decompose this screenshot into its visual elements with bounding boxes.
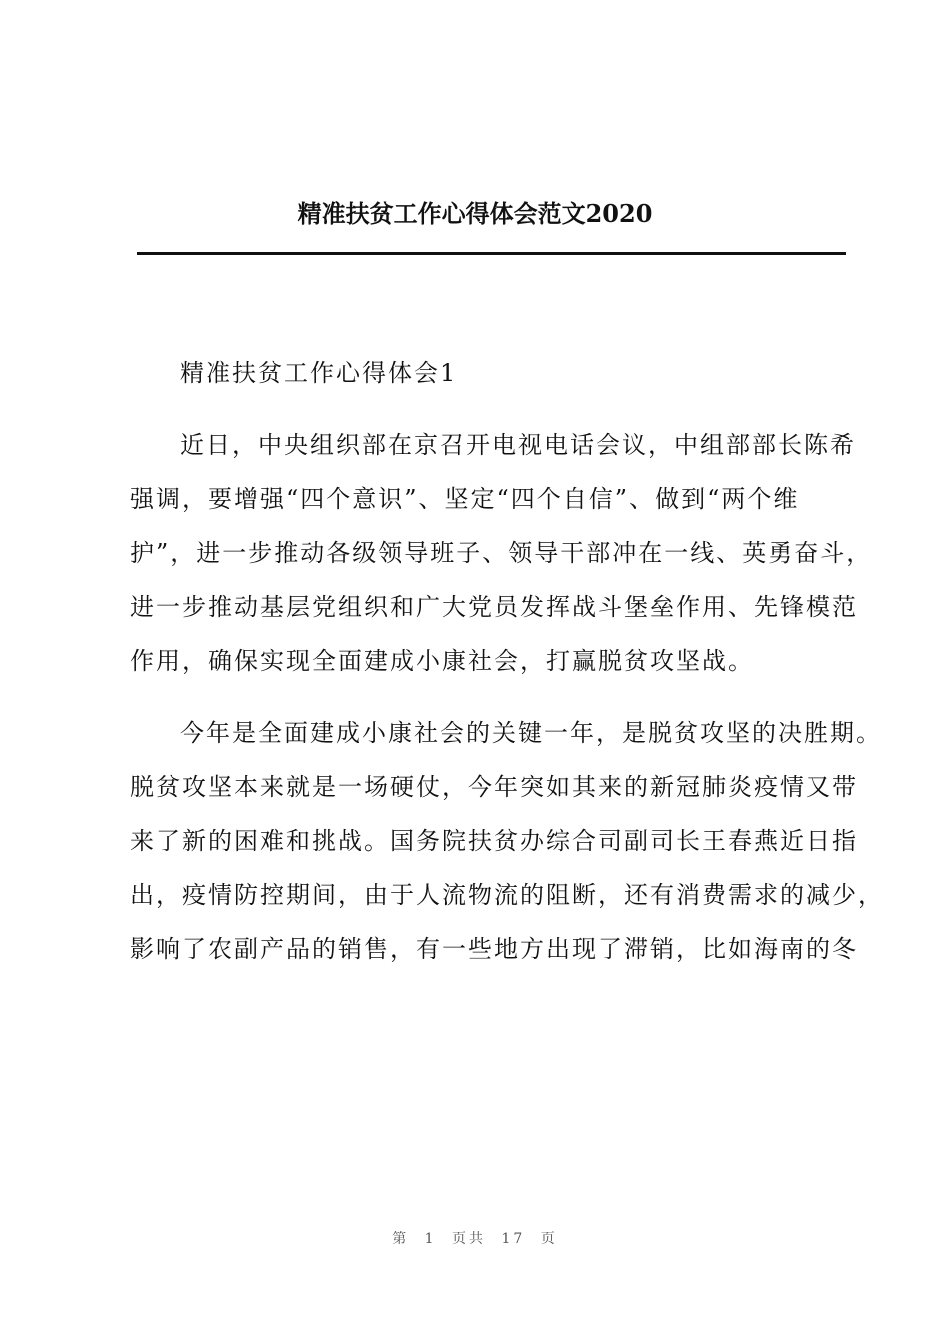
page-number-footer: 第 1 页共 17 页: [392, 1231, 558, 1247]
paragraph-line: 影响了农副产品的销售，有一些地方出现了滞销，比如海南的冬: [130, 935, 858, 963]
paragraph-line: 作用，确保实现全面建成小康社会，打赢脱贫攻坚战。: [130, 647, 754, 675]
paragraph-line: 护”，进一步推动各级领导班子、领导干部冲在一线、英勇奋斗，: [130, 539, 873, 567]
paragraph-line: 强调，要增强“四个意识”、坚定“四个自信”、做到“两个维: [130, 485, 800, 513]
paragraph-line: 今年是全面建成小康社会的关键一年，是脱贫攻坚的决胜期。: [180, 719, 882, 747]
paragraph-line: 近日，中央组织部在京召开电视电话会议，中组部部长陈希: [180, 431, 856, 459]
paragraph-spacer: [130, 688, 860, 706]
paragraph-spacer: [130, 400, 860, 418]
document-body: [130, 346, 884, 976]
paragraph-line: 脱贫攻坚本来就是一场硬仗，今年突如其来的新冠肺炎疫情又带: [130, 773, 858, 801]
paragraph-2: [130, 706, 884, 976]
document-title: 精准扶贫工作心得体会范文2020: [297, 199, 653, 228]
paragraph-line: 来了新的困难和挑战。国务院扶贫办综合司副司长王春燕近日指: [130, 827, 858, 855]
paragraph-1: [130, 418, 873, 688]
paragraph-line: 出，疫情防控期间，由于人流物流的阻断，还有消费需求的减少，: [130, 881, 884, 909]
title-underline-rule: [137, 252, 846, 255]
section-heading: 精准扶贫工作心得体会1: [180, 359, 458, 387]
paragraph-line: 进一步推动基层党组织和广大党员发挥战斗堡垒作用、先锋模范: [130, 593, 858, 621]
